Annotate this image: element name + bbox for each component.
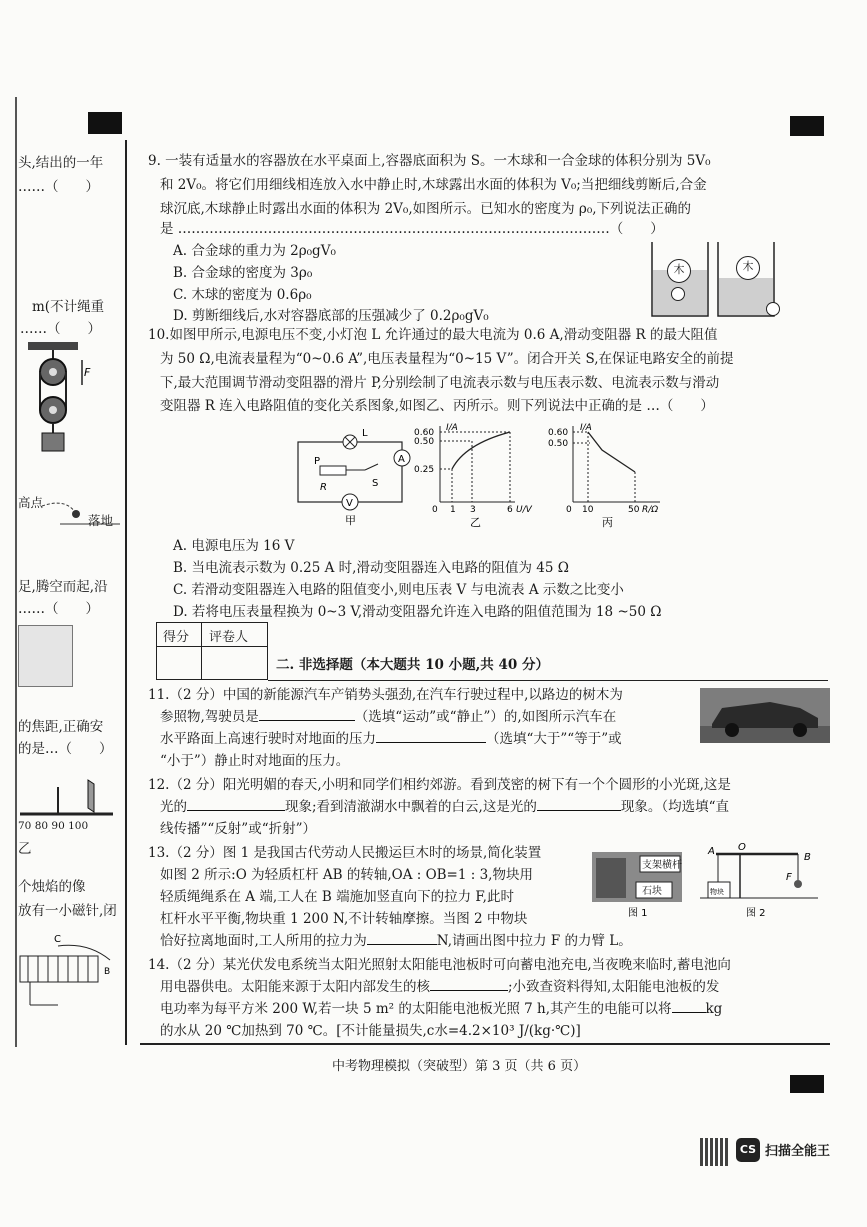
bing-tick: 0.50 xyxy=(548,439,569,449)
left-text: 放有一小磁针,闭 xyxy=(18,903,117,919)
q12-blank-2 xyxy=(537,797,621,811)
circ-label-a: A xyxy=(398,454,405,465)
score-label: 得分 xyxy=(163,630,190,645)
bottom-rule xyxy=(140,1043,830,1045)
lever-label-b: B xyxy=(804,852,811,863)
lever-label-o: O xyxy=(738,842,746,853)
section-underline xyxy=(268,680,828,681)
fig-label-yi: 乙 xyxy=(470,516,481,529)
yi-tick: 1 xyxy=(450,505,456,515)
force-label: F xyxy=(84,366,91,379)
grader-label: 评卷人 xyxy=(209,630,249,645)
q12-blank-1 xyxy=(187,797,285,811)
yi-tick: 3 xyxy=(470,505,476,515)
yi-ylabel: I/A xyxy=(446,423,458,433)
bing-tick: 10 xyxy=(582,505,594,515)
lever-label-f: F xyxy=(786,872,792,883)
yi-tick: 0.50 xyxy=(414,437,435,447)
yi-tick: 0.25 xyxy=(414,465,435,475)
camscanner-name: 扫描全能王 xyxy=(765,1144,831,1159)
q11-line: 参照物,驾驶员是 （选填“运动”或“静止”）的,如图所示汽车在 xyxy=(160,709,617,725)
q9-containers-figure xyxy=(648,238,778,320)
fig1-caption: 图 1 xyxy=(628,908,648,918)
q13-line: 如图 2 所示:O 为轻质杠杆 AB 的转轴,OA : OB=1 : 3,物块用 xyxy=(160,867,533,883)
fig-label-jia: 甲 xyxy=(345,514,356,527)
q10-option-b: B. 当电流表示数为 0.25 A 时,滑动变阻器连入电路的阻值为 45 Ω xyxy=(173,560,569,576)
bing-ylabel: I/A xyxy=(580,423,592,433)
left-margin-line xyxy=(15,97,17,1047)
left-text: ……（ ） xyxy=(18,601,99,617)
q10-line: 变阻器 R 连入电路阻值的变化关系图象,如图乙、丙所示。则下列说法中正确的是 …（ ） xyxy=(160,398,714,414)
registration-mark-top-right xyxy=(790,116,824,136)
fig1-label-shikuai: 石块 xyxy=(642,886,662,897)
q14-line: 的水从 20 ℃加热到 70 ℃。[不计能量损失,c水=4.2×10³ J/(kg·℃)] xyxy=(160,1023,581,1039)
left-text: 头,结出的一年 xyxy=(18,155,104,171)
graph-bing xyxy=(548,423,660,529)
fig1-label-zhijia: 支架横杆 xyxy=(642,860,682,871)
q9-alloy-ball xyxy=(671,287,685,301)
q9-wood-ball: 木 xyxy=(667,259,691,283)
q9-line: 和 2V₀。将它们用细线相连放入水中静止时,木球露出水面的体积为 V₀;当把细线剪断后,合金 xyxy=(160,177,707,193)
section-2-title: 二. 非选择题（本大题共 10 小题,共 40 分） xyxy=(276,657,549,673)
q14-line: 用电器供电。太阳能来源于太阳内部发生的核 ;小致查资料得知,太阳能电池板的发 xyxy=(160,979,720,995)
q9-line: 是 ……………………………………………………………………………………（ ） xyxy=(160,221,664,237)
left-text: ……（ ） xyxy=(20,321,101,337)
yi-tick: 6 xyxy=(507,505,513,515)
bing-tick: 0.60 xyxy=(548,428,569,438)
q11-line: 11.（2 分）中国的新能源汽车产销势头强劲,在汽车行驶过程中,以路边的树木为 xyxy=(148,687,623,703)
q9-line: 9. 一装有适量水的容器放在水平桌面上,容器底面积为 S。一木球和一合金球的体积分别为 5V₀ xyxy=(148,153,711,169)
q10-figures xyxy=(290,420,690,532)
circuit-diagram xyxy=(298,428,410,527)
left-text: m(不计绳重 xyxy=(32,299,105,315)
circ-label-p: P xyxy=(314,456,321,467)
bing-tick: 0 xyxy=(566,505,572,515)
q9-alloy-ball-2 xyxy=(766,302,780,316)
pulley-figure xyxy=(20,340,100,460)
q13-fig1-photo xyxy=(592,848,682,918)
q9-option-b: B. 合金球的密度为 3ρ₀ xyxy=(173,265,313,281)
left-text: 的焦距,正确安 xyxy=(18,719,104,735)
registration-mark-top-left xyxy=(88,112,122,134)
q12-line: 光的 现象;看到清澈湖水中飘着的白云,这是光的 现象。（均选填“直 xyxy=(160,799,729,815)
circ-label-l: L xyxy=(362,428,368,439)
circ-label-s: S xyxy=(372,478,379,489)
coil-label-b: B xyxy=(104,967,111,977)
coil-figure xyxy=(18,930,118,1010)
fig-label-bing: 丙 xyxy=(602,516,613,529)
q13-blank-1 xyxy=(367,931,437,945)
q9-option-c: C. 木球的密度为 0.6ρ₀ xyxy=(173,287,312,303)
coil-label-c: C xyxy=(54,934,61,945)
q14-line: 电功率为每平方米 200 W,若一块 5 m² 的太阳能电池板光照 7 h,其产生的电能可以将 kg xyxy=(160,1001,723,1017)
bing-xlabel: R/Ω xyxy=(642,505,659,515)
q13-fig2-lever xyxy=(700,838,820,918)
q10-line: 为 50 Ω,电流表量程为“0~0.6 A”,电压表量程为“0~15 V”。闭合开关 S,在保证电路安全的前提 xyxy=(160,351,734,367)
q11-blank-2 xyxy=(376,729,486,743)
score-table xyxy=(156,622,268,680)
q9-option-d: D. 剪断细线后,水对容器底部的压强减少了 0.2ρ₀gV₀ xyxy=(173,308,489,324)
left-text: 乙 xyxy=(18,841,32,857)
left-text: 高点 xyxy=(18,495,44,510)
q13-line: 轻质绳绳系在 A 端,工人在 B 端施加竖直向下的拉力 F,此时 xyxy=(160,889,514,905)
q13-line: 杠杆水平平衡,物块重 1 200 N,不计转轴摩擦。当图 2 中物块 xyxy=(160,911,528,927)
q14-blank-1 xyxy=(430,977,508,991)
q11-line: 水平路面上高速行驶时对地面的压力 （选填“大于”“等于”或 xyxy=(160,731,622,747)
q10-option-c: C. 若滑动变阻器连入电路的阻值变小,则电压表 V 与电流表 A 示数之比变小 xyxy=(173,582,624,598)
left-text: 足,腾空而起,沿 xyxy=(18,579,108,595)
q11-line: “小于”）静止时对地面的压力。 xyxy=(160,753,350,769)
lever-label-block: 物块 xyxy=(710,888,724,896)
yi-tick: 0.60 xyxy=(414,428,435,438)
graph-yi xyxy=(414,423,533,529)
yi-tick: 0 xyxy=(432,505,438,515)
q12-line: 12.（2 分）阳光明媚的春天,小明和同学们相约郊游。看到茂密的树下有一个个圆形的小光斑,这是 xyxy=(148,777,731,793)
left-text: 的是…（ ） xyxy=(18,741,113,757)
q13-line: 13.（2 分）图 1 是我国古代劳动人民搬运巨木时的场景,简化装置 xyxy=(148,845,542,861)
q9-line: 球沉底,木球静止时露出水面的体积为 2V₀,如图所示。已知水的密度为 ρ₀,下列说法正确的 xyxy=(160,201,692,217)
bing-tick: 50 xyxy=(628,505,640,515)
q12-line: 线传播”“反射”或“折射”） xyxy=(160,821,317,837)
fig2-caption: 图 2 xyxy=(746,908,766,918)
qr-code-icon xyxy=(700,1138,728,1166)
q9-option-a: A. 合金球的重力为 2ρ₀gV₀ xyxy=(173,243,336,259)
q11-car-photo xyxy=(700,688,830,743)
column-divider xyxy=(125,140,127,1045)
camscanner-logo: CS xyxy=(736,1138,760,1162)
left-text: 个烛焰的像 xyxy=(18,879,86,895)
q10-option-a: A. 电源电压为 16 V xyxy=(173,538,295,554)
q10-line: 下,最大范围调节滑动变阻器的滑片 P,分别绘制了电流表示数与电压表示数、电流表示数与滑动 xyxy=(160,375,720,391)
circ-label-r: R xyxy=(320,482,327,493)
q14-blank-2 xyxy=(672,999,706,1013)
circ-label-v: V xyxy=(346,498,353,509)
registration-mark-bottom-right xyxy=(790,1075,824,1093)
q9-wood-ball-2: 木 xyxy=(736,256,760,280)
q14-line: 14.（2 分）某光伏发电系统当太阳光照射太阳能电池板时可向蓄电池充电,当夜晚来临时,蓄电池向 xyxy=(148,957,731,973)
left-text: ……（ ） xyxy=(18,179,99,195)
lever-label-a: A xyxy=(708,846,715,857)
q10-line: 10.如图甲所示,电源电压不变,小灯泡 L 允许通过的最大电流为 0.6 A,滑动变阻器 R 的最大阻值 xyxy=(148,327,718,343)
page-footer: 中考物理模拟（突破型）第 3 页（共 6 页） xyxy=(332,1059,587,1074)
q13-line: 恰好拉离地面时,工人所用的拉力为 N,请画出图中拉力 F 的力臂 L。 xyxy=(160,933,632,949)
q10-option-d: D. 若将电压表量程换为 0~3 V,滑动变阻器允许连入电路的阻值范围为 18 ~50 Ω xyxy=(173,604,662,620)
skier-photo xyxy=(18,625,73,687)
yi-xlabel: U/V xyxy=(516,505,532,515)
left-text: 落地 xyxy=(88,513,114,528)
q11-blank-1 xyxy=(259,707,355,721)
ruler-scale: 70 80 90 100 xyxy=(18,820,89,832)
